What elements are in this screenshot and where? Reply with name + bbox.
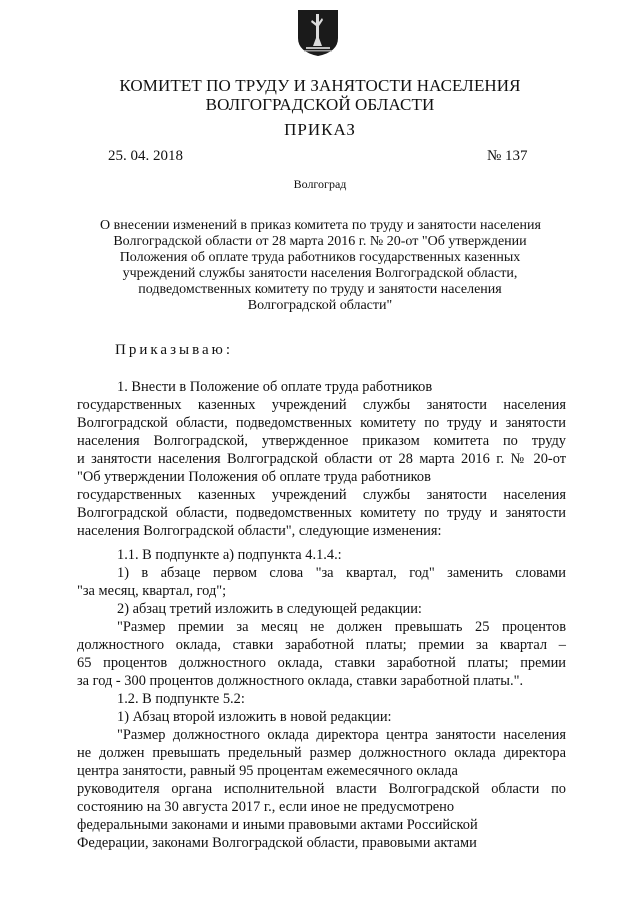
body-line: "за месяц, квартал, год";	[77, 583, 227, 599]
document-date: 25. 04. 2018	[108, 148, 183, 164]
document-number: № 137	[487, 148, 528, 164]
body-line: должностного оклада, ставки заработной платы; премии за квартал –	[77, 637, 566, 653]
body-line: за год - 300 процентов должностного оклада, ставки заработной платы.".	[77, 673, 524, 689]
document-type: ПРИКАЗ	[284, 120, 356, 139]
body-line: 2) абзац третий изложить в следующей редакции:	[117, 601, 422, 617]
subject-line: Волгоградской области"	[247, 298, 393, 313]
body-line: "Размер должностного оклада директора центра занятости населения	[117, 727, 566, 743]
document-subject	[100, 218, 540, 314]
body-line: Волгоградской области, подведомственных комитету по труду и занятости	[77, 415, 566, 431]
body-line: государственных казенных учреждений службы занятости населения	[77, 397, 566, 413]
body-line: Волгоградской области, подведомственных комитету по труду и занятости	[77, 505, 566, 521]
body-line: 65 процентов должностного оклада, ставки заработной платы; премии	[77, 655, 566, 671]
body-line: не должен превышать предельный размер должностного оклада директора	[77, 745, 566, 761]
body-line: и занятости населения Волгоградской области от 28 марта 2016 г. № 20-от	[77, 451, 566, 467]
body-line: населения Волгоградской, утвержденное приказом комитета по труду	[77, 433, 566, 449]
body-line: "Об утверждении Положения об оплате труда работников	[77, 469, 431, 485]
subject-line: учреждений службы занятости населения Волгоградской области,	[122, 266, 518, 281]
body-line: 1.1. В подпункте а) подпункта 4.1.4.:	[117, 547, 342, 563]
subject-line: О внесении изменений в приказ комитета по труду и занятости населения	[100, 218, 541, 233]
body-line: Федерации, законами Волгоградской области, правовыми актами	[77, 835, 477, 851]
body-line: состоянию на 30 августа 2017 г., если иное не предусмотрено	[77, 799, 455, 815]
body-line: федеральными законами и иными правовыми актами Российской	[77, 817, 478, 833]
organization-title-line1: КОМИТЕТ ПО ТРУДУ И ЗАНЯТОСТИ НАСЕЛЕНИЯ	[119, 76, 521, 95]
body-line: центра занятости, равный 95 процентам ежемесячного оклада	[77, 763, 458, 779]
body-line: государственных казенных учреждений службы занятости населения	[77, 487, 566, 503]
coat-of-arms-emblem	[296, 8, 340, 58]
body-line: 1. Внести в Положение об оплате труда работников	[117, 379, 433, 395]
body-line: "Размер премии за месяц не должен превышать 25 процентов	[117, 619, 566, 635]
subject-line: Волгоградской области от 28 марта 2016 г. № 20-от "Об утверждении	[113, 234, 527, 249]
order-word: Приказываю:	[115, 342, 233, 358]
organization-title-line2: ВОЛГОГРАДСКОЙ ОБЛАСТИ	[205, 95, 435, 114]
body-line: 1.2. В подпункте 5.2:	[117, 691, 245, 707]
document-city: Волгоград	[293, 177, 347, 191]
subject-line: Положения об оплате труда работников государственных казенных	[119, 250, 521, 265]
body-line: 1) Абзац второй изложить в новой редакции:	[117, 709, 392, 725]
body-line: руководителя органа исполнительной власти Волгоградской области по	[77, 781, 566, 797]
body-line: населения Волгоградской области", следующие изменения:	[77, 523, 442, 539]
subject-line: подведомственных комитету по труду и занятости населения	[138, 282, 502, 297]
body-line: 1) в абзаце первом слова "за квартал, год" заменить словами	[117, 565, 566, 581]
